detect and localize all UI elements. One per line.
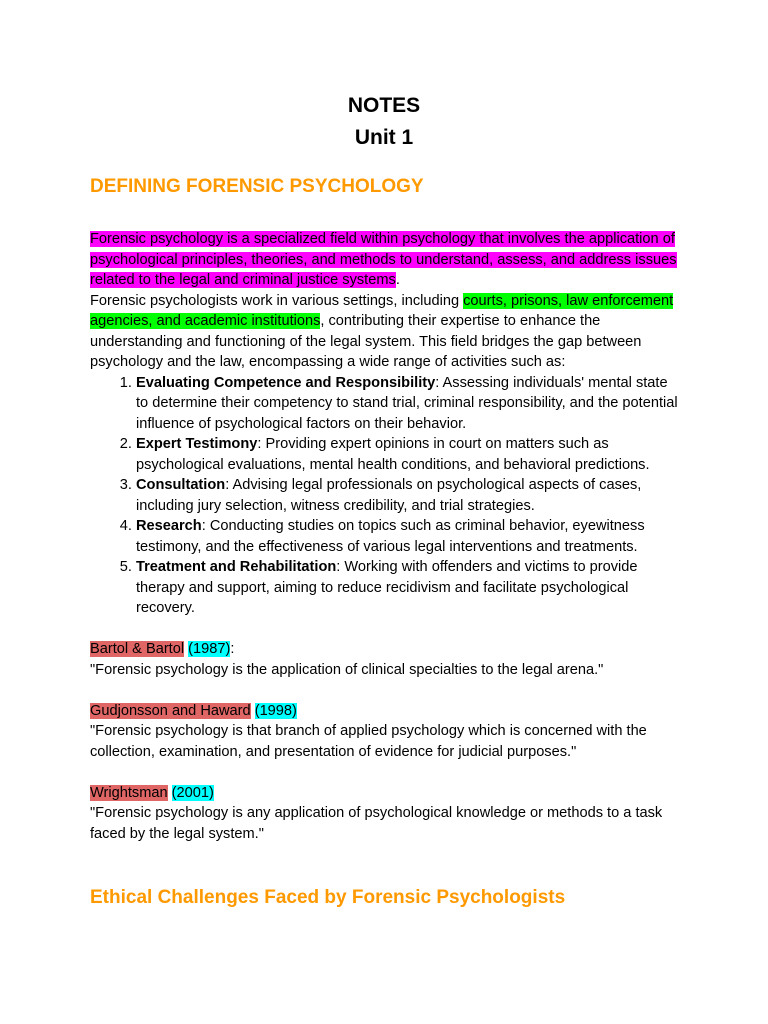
list-item-term: Treatment and Rehabilitation	[136, 559, 337, 575]
activities-list	[90, 373, 680, 619]
definition-quote: "Forensic psychology is any application of psychological knowledge or methods to a task faced by the legal system."	[90, 805, 663, 842]
definition-paragraph	[90, 229, 680, 291]
section-heading-defining: DEFINING FORENSIC PSYCHOLOGY	[90, 176, 424, 197]
list-item-desc: : Advising legal professionals on psychological aspects of cases, including jury selection, witness credibility, and trial strategies.	[136, 477, 642, 514]
list-item-desc: : Providing expert opinions in court on matters such as psychological evaluations, mental health conditions, and behavioral predictions.	[136, 436, 650, 473]
definition-quote: "Forensic psychology is the application of clinical specialties to the legal arena."	[90, 661, 604, 678]
settings-paragraph	[90, 291, 680, 373]
citation-year: (1998)	[254, 702, 297, 719]
citation-author: Gudjonsson and Haward	[90, 702, 251, 719]
citation-year: (2001)	[171, 784, 214, 801]
list-item-term: Consultation	[136, 477, 226, 493]
list-item	[136, 434, 680, 475]
page-subtitle: Unit 1	[354, 126, 414, 149]
settings-highlight: courts, prisons, law enforcement agencies, and academic institutions	[90, 292, 674, 329]
list-item-desc: : Conducting studies on topics such as criminal behavior, eyewitness testimony, and the effectiveness of various legal interventions and treatments.	[136, 518, 645, 555]
section-body	[90, 229, 680, 844]
settings-rest: , contributing their expertise to enhance the understanding and functioning of the legal system. This field bridges the gap between psychology and the law, encompassing a wide range of activities such as:	[90, 313, 642, 370]
page-title: NOTES	[347, 94, 421, 117]
definition-highlight: Forensic psychology is a specialized field within psychology that involves the application of psychological principles, theories, and methods to understand, assess, and address issues related to the legal and criminal justice systems	[90, 231, 677, 288]
citation-year: (1987)	[188, 641, 231, 657]
definition-citation	[90, 639, 680, 660]
list-item	[136, 475, 680, 516]
definition-end: .	[395, 272, 400, 288]
list-item-desc: : Assessing individuals' mental state to determine their competency to stand trial, criminal responsibility, and the potential influence of psychological factors on their behavior.	[136, 374, 678, 432]
list-item	[136, 516, 680, 557]
definition-quote: "Forensic psychology is that branch of applied psychology which is concerned with the collection, examination, and presentation of evidence for judicial purposes."	[90, 723, 647, 760]
definition-citation	[90, 783, 680, 804]
list-item-term: Expert Testimony	[136, 436, 258, 452]
list-item-term: Evaluating Competence and Responsibility	[136, 374, 436, 391]
citation-author: Wrightsman	[90, 784, 168, 801]
list-item-desc: : Working with offenders and victims to provide therapy and support, aiming to reduce recidivism and facilitate psychological recovery.	[136, 559, 638, 616]
settings-intro: Forensic psychologists work in various settings, including	[90, 292, 464, 309]
citation-suffix: :	[230, 641, 235, 657]
citation-author: Bartol & Bartol	[90, 641, 185, 657]
list-item	[136, 557, 680, 619]
list-item	[136, 373, 680, 435]
section-heading-ethical: Ethical Challenges Faced by Forensic Psychologists	[90, 887, 566, 908]
definition-citation	[90, 701, 680, 722]
list-item-term: Research	[136, 518, 202, 534]
